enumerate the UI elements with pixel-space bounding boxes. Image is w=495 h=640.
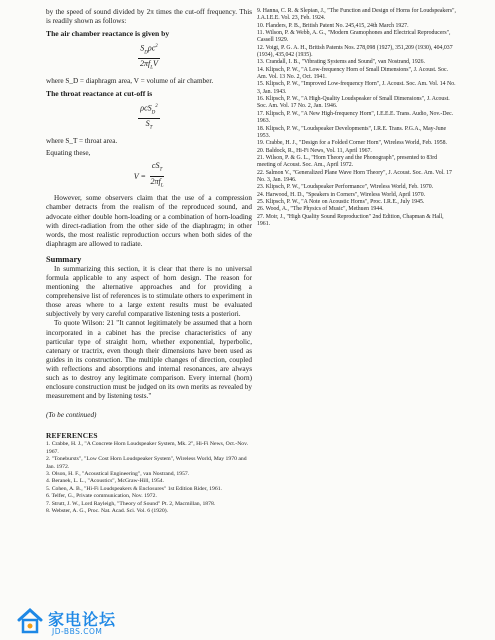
house-logo-icon — [16, 606, 44, 636]
right-column-references — [257, 8, 457, 228]
watermark-title: 家电论坛 — [48, 610, 117, 629]
watermark-logo — [16, 606, 156, 636]
reference-item: 26. Wood, A., "The Physics of Music", Methuen 1944. — [257, 206, 384, 213]
reference-item: 7. Strutt, J. W., Lord Rayleigh, "Theory of Sound" Pt. 2, Macmillan, 1878. — [46, 500, 216, 507]
reference-item: 11. Wilson, P. & Webb, A. G., "Modern Gramophones and Electrical Reproducers", Cassell 1929. — [257, 30, 451, 44]
equation-air-chamber: $\frac{S_D\rho c^2}{2\pi f_LV}$ — [140, 43, 158, 72]
reference-item: 18. Klipsch, P. W., "Loudspeaker Developments", I.R.E. Trans. P.G.A., May-June 1953. — [257, 125, 447, 139]
paragraph-cutoff: by the speed of sound divided by 2π times the cut-off frequency. This is readily shown as follows: — [46, 8, 252, 26]
reference-item: 10. Flanders, P. B., British Patent No. 245,415, 24th March 1927. — [257, 22, 409, 29]
paragraph-summary: In summarizing this section, it is clear that there is no universal formula applicable to any aspect of horn design. The reason for mentioning the alternative approaches and for providing a comprehensive list of references is to stimulate others to experiment in those areas where to a large extent results must be evaluated subjectively by very careful comparative listening tests a posteriori. — [46, 264, 252, 319]
reference-item: 8. Webster, A. G., Proc. Nat. Acad. Sci. Vol. 6 (1920). — [46, 507, 169, 514]
references-heading: REFERENCES — [46, 431, 98, 441]
paragraph-quote: To quote Wilson: 21 "It cannot legitimately be assumed that a horn incorporated in a cabinet has the precise characteristics of any particular type of straight horn, whether exponential, hyperbolic, catenary or tractrix, even though their dimensions have been used as guides in its construction. The multiple changes of direction, coupled with reflections and absorptions and internal resonances, are always such as to destroy any legitimate comparison. Every internal (horn) enclosure construction must be judged on its own merits as revealed by measurement and by listening tests." — [46, 319, 252, 401]
reference-item: 21. Wilson, P. & G. L., "Horn Theory and the Phonograph", presented to 83rd meeting of Acoust. Soc. Am., April 1972. — [257, 154, 438, 169]
reference-item: 14. Klipsch, P. W., "A Low-frequency Horn of Small Dimensions", J. Acoust. Soc. Am. Vol. 13 No. 2, Oct. 1941. — [257, 66, 449, 81]
paragraph-however: However, some observers claim that the use of a compression chamber detracts from the realism of the reproduced sound, and advocate either double horn-loading or a combination of horn-loading with direct-radiation from the other side of the diaphragm; in other words, the most realistic reproduction occurs when both sides of the diaphragm are allowed to radiate. — [46, 194, 252, 248]
reference-item: 4. Beranek, L. L., "Acoustics", McGraw-Hill, 1954. — [46, 478, 165, 485]
reference-item: 20. Baldock, R., Hi-Fi News, Vol. 11, April 1967. — [257, 147, 372, 154]
left-column — [46, 8, 252, 515]
equating-text: Equating these, — [46, 149, 91, 158]
reference-item: 2. "Tonebursts", "Low Cost Horn Loudspeaker System", Wireless World, May 1970 and Jan. 1972. — [46, 456, 247, 470]
reference-item: 27. Moir, J., "High Quality Sound Reproduction" 2nd Edition, Chapman & Hall, 1961. — [257, 213, 444, 227]
reference-item: 15. Klipsch, P. W., "Improved Low-frequency Horn", J. Acoust. Soc. Am. Vol. 14 No. 3, Jan. 1943. — [257, 81, 456, 95]
reference-item: 17. Klipsch, P. W., "A New High-frequency Horn", I.E.E.E. Trans. Audio, Nov.-Dec. 1963. — [257, 110, 454, 125]
equation-throat: $\frac{\rho cS_D^2}{S_T}$ — [140, 103, 158, 131]
reference-item: 6. Telfer, G., Private communication, Nov. 1972. — [46, 493, 157, 500]
equation-volume: V = $\frac{cS_T}{2\pi f_L}$ — [133, 161, 164, 189]
reference-item: 23. Klipsch, P. W., "Loudspeaker Performance", Wireless World, Feb. 1970. — [257, 184, 434, 191]
throat-heading: The throat reactance at cut-off is — [46, 89, 153, 99]
reference-item: 9. Hanna, C. R. & Slepian, J., "The Function and Design of Horns for Loudspeakers", J.A.I.E.E. Vol. 23, Feb. 1924. — [257, 8, 456, 22]
to-be-continued: (To be continued) — [46, 411, 97, 420]
reference-item: 1. Crabbe, H. J., "A Concrete Horn Loudspeaker System, Mk. 2", Hi-Fi News, Oct.-Nov. 1967. — [46, 441, 249, 455]
references-list-left — [46, 441, 252, 515]
reference-item: 3. Olson, H. F., "Acoustical Engineering", van Nostrand, 1957. — [46, 470, 190, 477]
watermark-url: JD-BBS.COM — [52, 627, 103, 636]
reference-item: 12. Voigt, P. G. A. H., British Patents Nos. 278,098 (1927), 351,209 (1930), 404,037 (1934), 435,042 (1935). — [257, 44, 453, 59]
where-diaphragm: where S_D = diaphragm area, V = volume of air chamber. — [46, 77, 214, 86]
reference-item: 19. Crabbe, H. J., "Design for a Folded Corner Horn", Wireless World, Feb. 1958. — [257, 140, 447, 147]
reference-item: 13. Crandall, I. B., "Vibrating Systems and Sound", van Nostrand, 1926. — [257, 59, 425, 66]
summary-heading: Summary — [46, 254, 82, 264]
reference-item: 24. Harwood, H. D., "Speakers in Corners", Wireless World, April 1970. — [257, 191, 426, 198]
air-chamber-heading: The air chamber reactance is given by — [46, 29, 170, 39]
reference-item: 22. Salmon V., "Generalized Plane Wave Horn Theory", J. Acoust. Soc. Am. Vol. 17 No. 3, Jan. 1946. — [257, 169, 452, 183]
reference-item: 16. Klipsch, P. W., "A High-Quality Loudspeaker of Small Dimensions", J. Acoust. Soc. Am. Vol. 17 No. 2, Jan. 1946. — [257, 96, 450, 110]
where-throat: where S_T = throat area. — [46, 136, 118, 145]
reference-item: 25. Klipsch, P. W., "A Note on Acoustic Horns", Proc. I.R.E., July 1945. — [257, 198, 425, 205]
reference-item: 5. Cohen, A. B., "Hi-Fi Loudspeakers & Enclosures" 1st Edition Rider, 1961. — [46, 485, 222, 492]
